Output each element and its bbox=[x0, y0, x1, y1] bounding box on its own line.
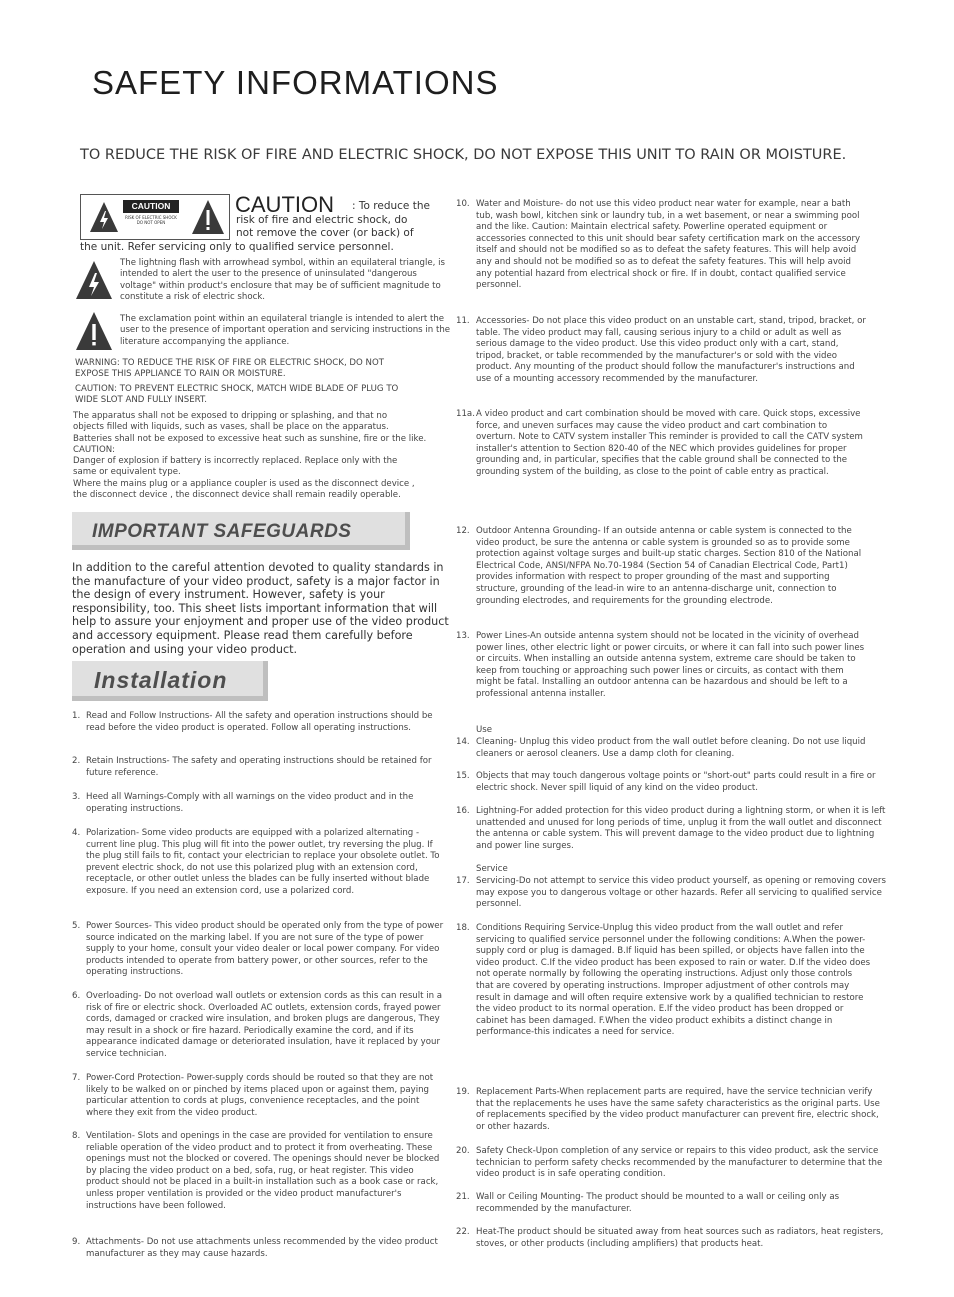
section-label-use: Use bbox=[476, 725, 493, 735]
moisture-warning-header: TO REDUCE THE RISK OF FIRE AND ELECTRIC SHOCK, DO NOT EXPOSE THIS UNIT TO RAIN OR MOISTURE. bbox=[80, 147, 847, 163]
lightning-warning-icon bbox=[75, 260, 113, 300]
apparatus-line: the disconnect device , the disconnect device shall remain readily operable. bbox=[73, 490, 401, 501]
warning-rain-moisture: WARNING: TO REDUCE THE RISK OF FIRE OR ELECTRIC SHOCK, DO NOT EXPOSE THIS APPLIANCE TO RAIN OR MOISTURE. bbox=[75, 358, 384, 380]
installation-label: Installation bbox=[94, 667, 228, 693]
caution-line-4: the unit. Refer servicing only to qualified service personnel. bbox=[80, 241, 394, 253]
apparatus-line: Danger of explosion if battery is incorrectly replaced. Replace only with the bbox=[73, 456, 398, 467]
caution-plug-blade: CAUTION: TO PREVENT ELECTRIC SHOCK, MATCH WIDE BLADE OF PLUG TO WIDE SLOT AND FULLY INSERT. bbox=[75, 384, 399, 406]
apparatus-line: Where the mains plug or a appliance coupler is used as the disconnect device , bbox=[73, 478, 415, 489]
apparatus-line: objects filled with liquids, such as vases, shall be place on the apparatus. bbox=[73, 422, 389, 433]
exclamation-triangle-icon bbox=[191, 199, 225, 235]
installation-heading bbox=[72, 661, 268, 701]
apparatus-line: Batteries shall not be exposed to excessive heat such as sunshine, fire or the like. bbox=[73, 433, 427, 444]
caution-label-subtext: RISK OF ELECTRIC SHOCK DO NOT OPEN bbox=[125, 215, 177, 225]
caution-line-2: risk of fire and electric shock, do bbox=[236, 214, 408, 226]
apparatus-notice bbox=[73, 411, 468, 501]
lightning-symbol-explanation: The lightning flash with arrowhead symbol, within an equilateral triangle, is intended to alert the user to the presence of uninsulated "dangerous voltage" within product's enclosure that may be of sufficient magnitude to constitute a risk of electric shock. bbox=[120, 258, 446, 302]
apparatus-line: CAUTION: bbox=[73, 444, 116, 455]
caution-heading: CAUTION bbox=[235, 192, 334, 217]
caution-line-1: : To reduce the bbox=[352, 200, 430, 212]
exclamation-symbol-explanation: The exclamation point within an equilateral triangle is intended to alert the user to the presence of important operation and servicing instructions in the literature accompanying the appliance. bbox=[120, 314, 451, 347]
intro-paragraph: In addition to the careful attention devoted to quality standards in the manufacture of your video product, safety is a major factor in the design of every instrument. However, safety is your responsibility, too. This sheet lists important information that will help to assure your enjoyment and proper use of the video product and accessory equipment. Please read them carefully before operation and using your video product. bbox=[72, 561, 449, 656]
caution-label-text: CAUTION bbox=[123, 200, 179, 213]
exclamation-warning-icon bbox=[75, 311, 113, 351]
apparatus-line: same or equivalent type. bbox=[73, 467, 181, 478]
lightning-triangle-icon bbox=[89, 201, 119, 233]
important-safeguards-heading bbox=[72, 512, 410, 550]
caution-line-3: not remove the cover (or back) of bbox=[236, 227, 414, 239]
important-safeguards-label: IMPORTANT SAFEGUARDS bbox=[92, 521, 352, 542]
apparatus-line: The apparatus shall not be exposed to dripping or splashing, and that no bbox=[73, 411, 388, 421]
caution-label-box bbox=[80, 194, 230, 240]
section-label-service: Service bbox=[476, 864, 508, 874]
page-title: SAFETY INFORMATIONS bbox=[92, 64, 499, 101]
